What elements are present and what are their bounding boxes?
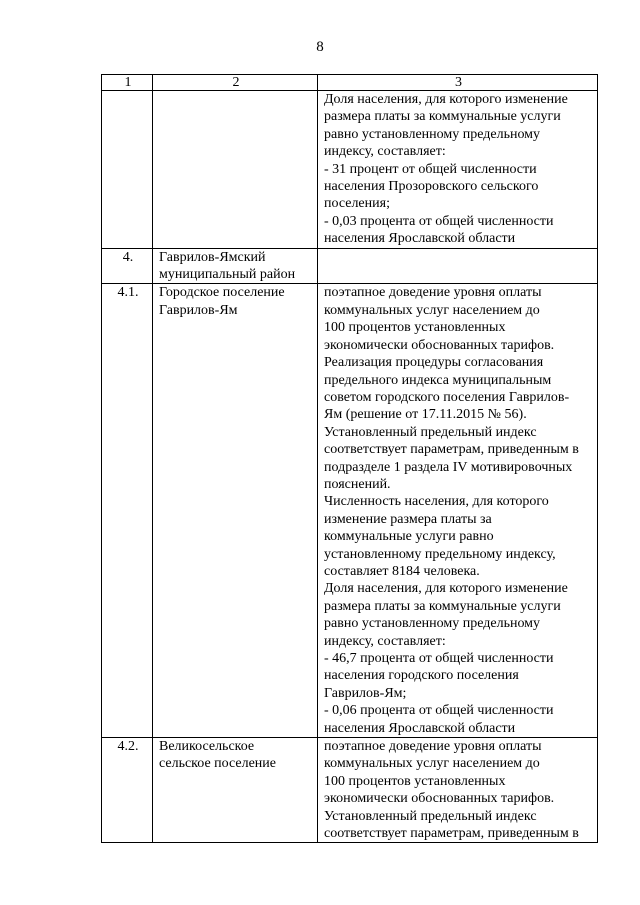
description-line: экономически обоснованных тарифов.	[324, 337, 555, 353]
header-col-1: 1	[102, 75, 153, 91]
description-line: соответствует параметрам, приведенным в	[324, 442, 579, 458]
description-line: подразделе 1 раздела IV мотивировочных	[324, 459, 573, 475]
description-line: населения Прозоровского сельского	[324, 179, 539, 195]
description-line: - 0,06 процента от общей численности	[324, 703, 554, 719]
row-description	[318, 248, 598, 284]
description-line: Доля населения, для которого изменение	[324, 92, 568, 107]
description-line: Установленный предельный индекс	[324, 808, 537, 824]
description-line: Численность населения, для которого	[324, 494, 549, 510]
description-line: - 0,03 процента от общей численности	[324, 213, 554, 229]
name-line: Великосельское	[159, 739, 255, 755]
description-line: - 46,7 процента от общей численности	[324, 651, 554, 666]
description-line: установленному предельному индексу,	[324, 546, 556, 562]
header-col-2: 2	[153, 75, 318, 91]
name-line: Городское поселение	[159, 285, 285, 301]
description-line: изменение размера платы за	[324, 511, 492, 527]
description-line: советом городского поселения Гаврилов-	[324, 389, 570, 405]
row-name	[153, 284, 318, 738]
description-line: размера платы за коммунальные услуги	[324, 598, 561, 614]
row-name	[153, 91, 318, 249]
description-line: соответствует параметрам, приведенным в	[324, 826, 579, 842]
description-line: Реализация процедуры согласования	[324, 355, 544, 371]
header-col-3: 3	[318, 75, 598, 91]
row-description	[318, 738, 598, 843]
description-line: поэтапное доведение уровня оплаты	[324, 739, 542, 755]
description-line: равно установленному предельному	[324, 616, 541, 632]
description-line: - 31 процент от общей численности	[324, 161, 537, 177]
name-line: Гаврилов-Ям	[159, 302, 238, 318]
description-line: коммунальных услуг населением до	[324, 756, 540, 772]
description-line: равно установленному предельному	[324, 126, 541, 142]
name-line: сельское поселение	[159, 756, 276, 772]
row-name	[153, 738, 318, 843]
description-line: составляет 8184 человека.	[324, 563, 480, 579]
row-name	[153, 248, 318, 284]
table-header-row	[102, 75, 598, 91]
description-line: коммунальных услуг населением до	[324, 302, 540, 318]
row-number: 4.2.	[102, 738, 153, 843]
description-line: индексу, составляет:	[324, 144, 446, 160]
table-row	[102, 738, 598, 843]
table-row	[102, 248, 598, 284]
row-description	[318, 284, 598, 738]
table-row	[102, 284, 598, 738]
description-line: Гаврилов-Ям;	[324, 685, 407, 701]
row-number: 4.1.	[102, 284, 153, 738]
description-line: поселения;	[324, 196, 390, 212]
row-number	[102, 91, 153, 249]
name-line: Гаврилов-Ямский	[159, 249, 266, 265]
description-line: населения Ярославской области	[324, 231, 516, 247]
description-line: Ям (решение от 17.11.2015 № 56).	[324, 407, 527, 423]
description-line: индексу, составляет:	[324, 633, 446, 649]
description-line: предельного индекса муниципальным	[324, 372, 552, 388]
description-line: населения городского поселения	[324, 668, 519, 684]
row-description	[318, 91, 598, 249]
description-line: поэтапное доведение уровня оплаты	[324, 285, 542, 301]
description-line: 100 процентов установленных	[324, 773, 506, 789]
row-number: 4.	[102, 248, 153, 284]
description-line: размера платы за коммунальные услуги	[324, 109, 561, 125]
description-line: коммунальные услуги равно	[324, 529, 494, 545]
description-line: 100 процентов установленных	[324, 320, 506, 336]
page-number: 8	[316, 39, 324, 55]
description-line: пояснений.	[324, 476, 391, 492]
document-table	[101, 74, 598, 843]
table-row	[102, 91, 598, 249]
description-line: населения Ярославской области	[324, 720, 516, 736]
description-line: экономически обоснованных тарифов.	[324, 791, 555, 807]
name-line: муниципальный район	[159, 267, 296, 283]
description-line: Установленный предельный индекс	[324, 424, 537, 440]
description-line: Доля населения, для которого изменение	[324, 581, 568, 597]
